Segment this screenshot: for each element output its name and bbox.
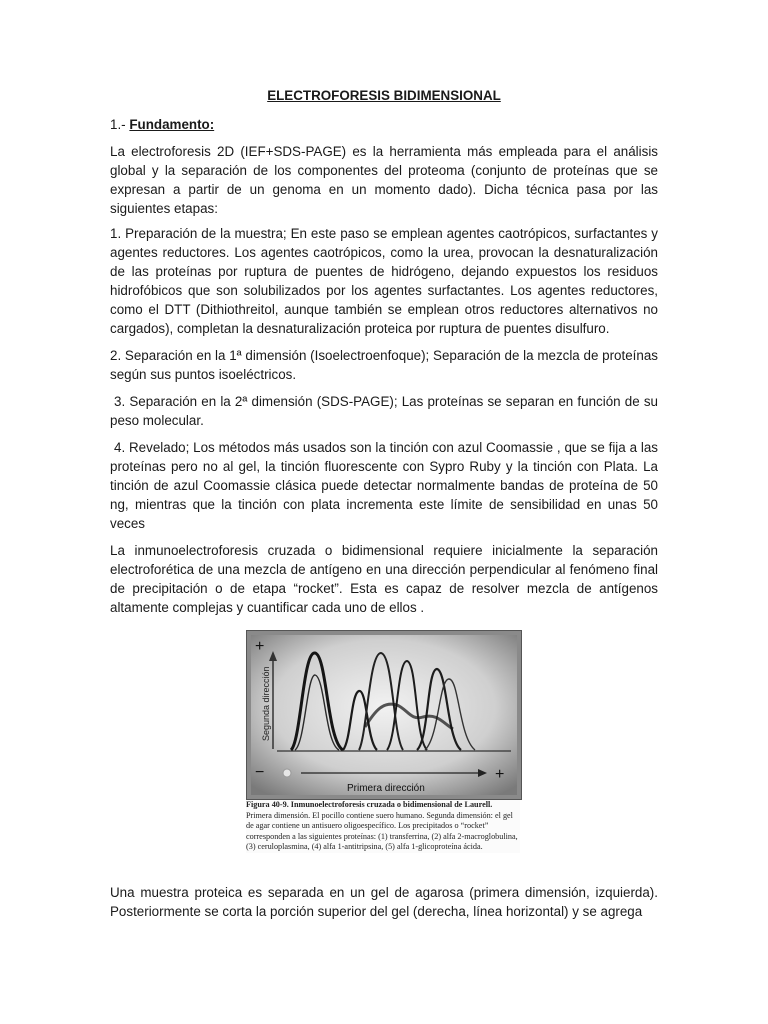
gel-image <box>246 630 522 800</box>
caption-body: Primera dimensión. El pocillo contiene suero humano. Segunda dimensión: el gel de agar contiene un antisuero oligoespecífico. Los precipitados o “rocket” corresponden a las siguientes proteínas: (1) transferrina, (2) alfa 2-macroglobulina, (3) ceruloplasmina, (4) alfa 1-antitripsina, (5) alfa 1-glicoproteína ácida. <box>246 810 518 851</box>
gel-illustration <box>247 631 521 799</box>
document-title: ELECTROFORESIS BIDIMENSIONAL <box>267 88 501 103</box>
caption-title: Figura 40-9. Inmunoelectroforesis cruzada o bidimensional de Laurell. <box>246 800 493 809</box>
plus-right: + <box>495 766 505 783</box>
figure-caption <box>246 800 520 853</box>
section-number: 1.- <box>110 117 126 132</box>
step-2-paragraph: 2. Separación en la 1ª dimensión (Isoelectroenfoque); Separación de la mezcla de proteínas según sus puntos isoeléctricos. <box>110 348 658 382</box>
sample-well <box>283 769 291 777</box>
step-1-paragraph: 1. Preparación de la muestra; En este paso se emplean agentes caotrópicos, surfactantes y agentes reductores. Los agentes caotrópicos, como la urea, provocan la desnaturalización de las proteínas por ruptura de puentes de hidrógeno, dejando expuestos los residuos hidrofóbicos que son solubilizados por los agentes surfactantes. Los agentes reductores, como el DTT (Dithiothreitol, aunque también se emplean otros reductores alternativos no cargados), completan la desnaturalización proteica por ruptura de puentes disulfuro. <box>110 226 658 336</box>
minus-left: − <box>255 764 265 781</box>
section-title: Fundamento: <box>129 117 215 132</box>
step-3-paragraph: 3. Separación en la 2ª dimensión (SDS-PAGE); Las proteínas se separan en función de su peso molecular. <box>110 394 658 428</box>
inmuno-paragraph: La inmunoelectroforesis cruzada o bidimensional requiere inicialmente la separación electroforética de una mezcla de antígeno en una dirección perpendicular al fenómeno final de precipitación o de etapa “rocket”. Esta es capaz de resolver mezcla de antígenos altamente complejas y cuantificar cada uno de ellos . <box>110 543 658 615</box>
y-axis-label: Segunda dirección <box>261 666 271 741</box>
section-heading <box>110 115 214 134</box>
plus-top: + <box>255 638 265 655</box>
x-axis-label: Primera dirección <box>347 783 425 794</box>
intro-paragraph: La electroforesis 2D (IEF+SDS-PAGE) es la herramienta más empleada para el análisis global y la separación de los componentes del proteoma (conjunto de proteínas que se expresan a partir de un genoma en un momento dado). Dicha técnica pasa por las siguientes etapas: <box>110 144 658 216</box>
figure-laurell <box>246 630 520 872</box>
step-4-paragraph: 4. Revelado; Los métodos más usados son la tinción con azul Coomassie , que se fija a las proteínas pero no al gel, la tinción fluorescente con Sypro Ruby y la tinción con Plata. La tinción de azul Coomassie clásica puede detectar normalmente bandas de proteína de 50 ng, mientras que la tinción con plata incrementa este límite de sensibilidad en unas 50 veces <box>110 440 658 531</box>
final-paragraph: Una muestra proteica es separada en un gel de agarosa (primera dimensión, izquierda). Posteriormente se corta la porción superior del gel (derecha, línea horizontal) y se agrega <box>110 885 658 919</box>
